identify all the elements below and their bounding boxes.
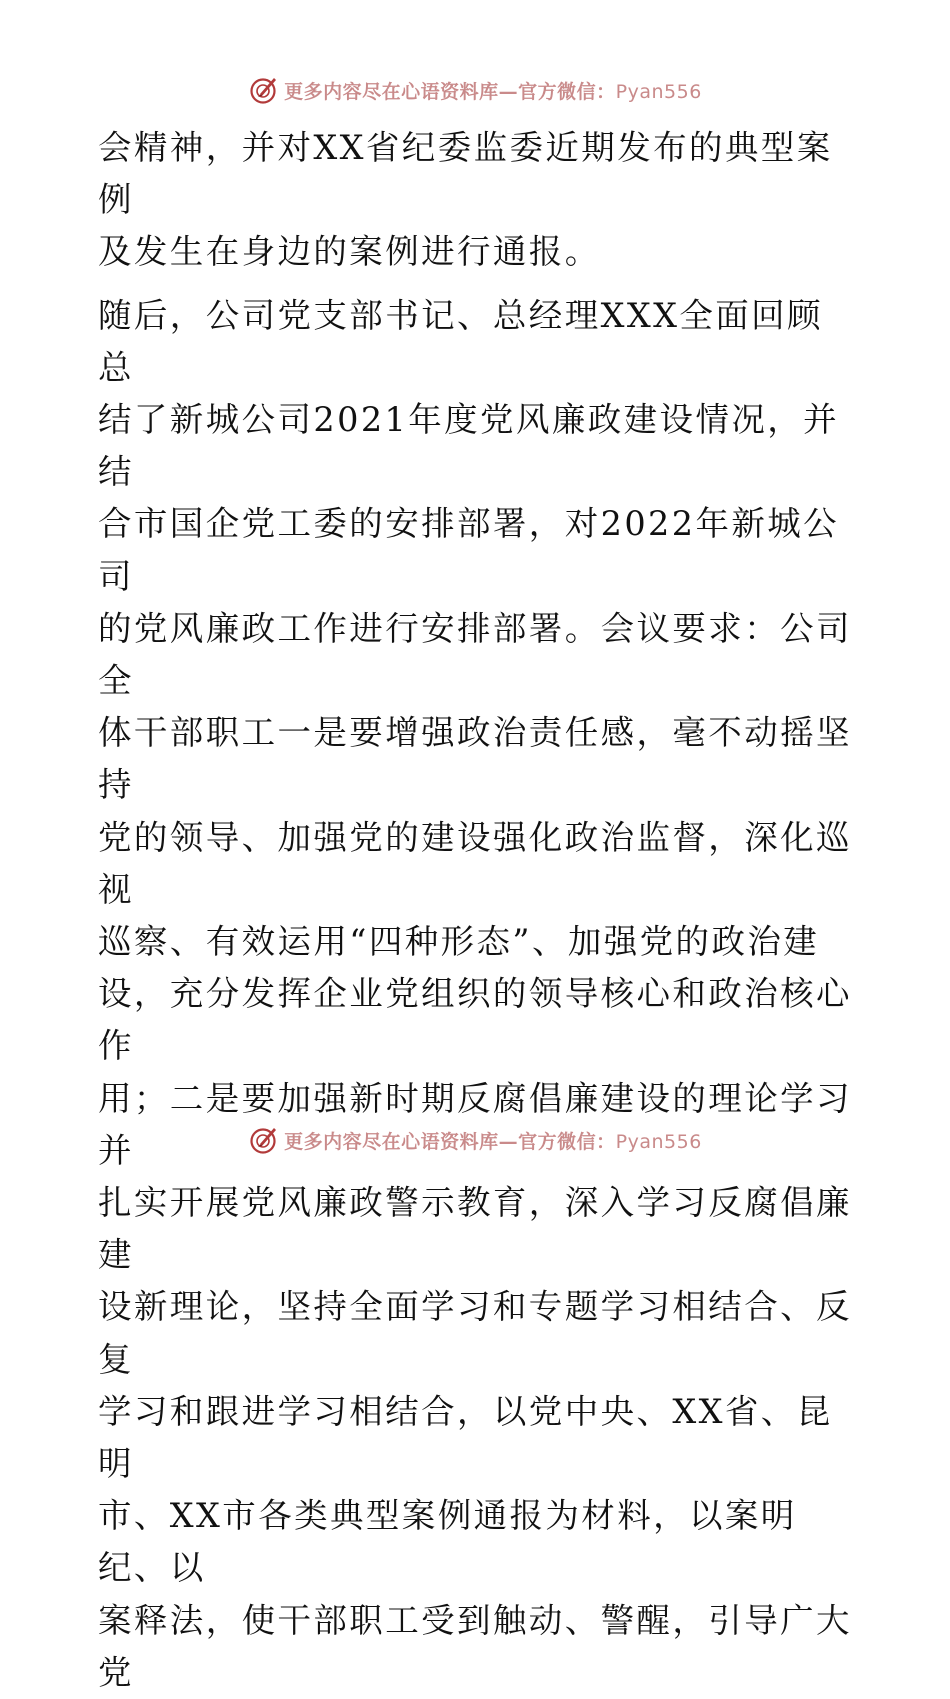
footer-banner-text: 更多内容尽在心语资料库—官方微信： xyxy=(284,1130,616,1153)
body-paragraph-1: 会精神，并对XX省纪委监委近期发布的典型案例 及发生在身边的案例进行通报。 xyxy=(98,128,833,272)
body-paragraph-2: 随后，公司党支部书记、总经理XXX全面回顾总 结了新城公司2021年度党风廉政建设情况，并结 合市国企党工委的安排部署，对2022年新城公司 的党风廉政工作进行安排部署。会议要求：公司全 体干部职工一是要增强政治责任感，毫不动摇坚持 党的领导、加强党的建设强化政治监督，深化巡视 巡察、有效运用“四种形态”、加强党的政治建 设，充分发挥企业党组织的领导核心和政治核心作 用；二是要加强新时期反腐倡廉建设的理论学习并 扎实开展党风廉政警示教育，深入学习反腐倡廉建 设新理论，坚持全面学习和专题学习相结合、反复 学习和跟进学习相结合，以党中央、XX省、昆明 市、XX市各类典型案例通报为材料，以案明纪、以 案释法，使干部职工受到触动、警醒，引导广大党 xyxy=(98,295,852,1692)
header-wechat-handle: Pyan556 xyxy=(615,80,702,103)
document-body xyxy=(98,122,858,1699)
brush-logo-icon xyxy=(248,1124,280,1156)
header-banner xyxy=(0,70,950,110)
header-banner-text: 更多内容尽在心语资料库—官方微信： xyxy=(284,80,616,103)
footer-banner xyxy=(0,1120,950,1160)
brush-logo-icon xyxy=(248,74,280,106)
footer-wechat-handle: Pyan556 xyxy=(615,1130,702,1153)
